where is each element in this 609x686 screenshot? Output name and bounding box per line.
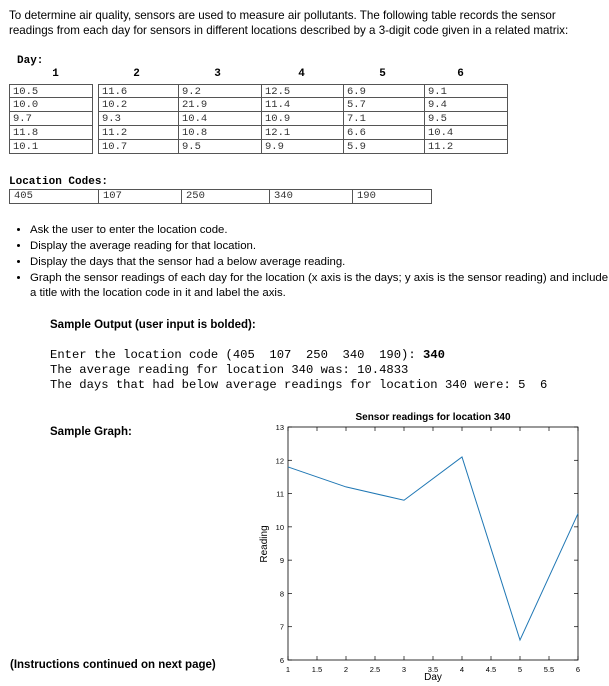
reading-cell: 10.8 [178, 126, 262, 140]
day-number: 1 [52, 68, 59, 80]
x-tick-label: 5.5 [543, 665, 555, 674]
intro-paragraph: To determine air quality, sensors are used to measure air pollutants. The following table records the sensor readings from each day for sensors in different locations described by a 3-digit code given in a related matrix: [9, 9, 569, 37]
sample-output-heading: Sample Output (user input is bolded): [50, 319, 256, 331]
y-tick-label: 9 [279, 556, 284, 566]
reading-cell: 11.6 [98, 84, 182, 98]
reading-cell: 10.4 [178, 112, 262, 126]
readings-column-day-5 [343, 84, 427, 154]
location-code: 340 [269, 190, 352, 203]
readings-column-day-6 [424, 84, 508, 154]
reading-cell: 5.9 [343, 140, 427, 154]
reading-cell: 12.1 [261, 126, 345, 140]
reading-cell: 5.7 [343, 98, 427, 112]
readings-column-day-4 [261, 84, 345, 154]
reading-cell: 10.0 [9, 98, 93, 112]
x-tick-label: 6 [575, 665, 581, 674]
reading-cell: 9.3 [98, 112, 182, 126]
task-list [10, 223, 609, 302]
reading-cell: 12.5 [261, 84, 345, 98]
reading-cell: 7.1 [343, 112, 427, 126]
reading-cell: 9.5 [178, 140, 262, 154]
task-item: • Ask the user to enter the location code. [30, 223, 609, 238]
x-tick-label: 1 [285, 665, 291, 674]
reading-cell: 9.1 [424, 84, 508, 98]
chart-plot-frame [288, 427, 578, 660]
location-code: 250 [181, 190, 269, 203]
y-tick-label: 12 [275, 456, 284, 466]
chart-title: Sensor readings for location 340 [355, 412, 511, 423]
day-number: 3 [214, 68, 221, 80]
x-tick-label: 4.5 [485, 665, 497, 674]
reading-cell: 10.5 [9, 84, 93, 98]
reading-cell: 10.2 [98, 98, 182, 112]
reading-cell: 11.4 [261, 98, 345, 112]
x-tick-label: 5 [517, 665, 523, 674]
sample-console [50, 348, 547, 393]
readings-column-day-1 [9, 84, 93, 154]
day-number: 6 [457, 68, 464, 80]
day-number: 2 [133, 68, 140, 80]
y-tick-label: 11 [276, 489, 284, 499]
console-average-line: The average reading for location 340 was: 10.4833 [50, 363, 409, 377]
location-codes-row [9, 189, 432, 204]
console-prompt: Enter the location code (405 107 250 340 190): [50, 348, 423, 362]
day-label: Day: [17, 55, 44, 67]
y-tick-label: 8 [279, 589, 284, 599]
y-tick-label: 10 [275, 522, 284, 532]
console-user-input: 340 [423, 348, 445, 362]
sample-graph-heading: Sample Graph: [50, 426, 132, 438]
readings-column-day-2 [98, 84, 182, 154]
y-tick-label: 7 [279, 622, 284, 632]
reading-cell: 9.2 [178, 84, 262, 98]
x-tick-label: 4 [459, 665, 465, 674]
reading-cell: 10.9 [261, 112, 345, 126]
y-tick-label: 13 [275, 423, 284, 432]
reading-cell: 6.6 [343, 126, 427, 140]
reading-cell: 9.4 [424, 98, 508, 112]
x-tick-label: 3 [401, 665, 407, 674]
reading-cell: 9.7 [9, 112, 93, 126]
reading-cell: 21.9 [178, 98, 262, 112]
task-item: • Display the average reading for that location. [30, 239, 609, 254]
y-axis-label: Reading [259, 525, 270, 563]
day-number: 5 [379, 68, 386, 80]
console-days-line: The days that had below average readings for location 340 were: 5 6 [50, 378, 548, 392]
x-tick-label: 2 [343, 665, 349, 674]
y-tick-label: 6 [279, 656, 284, 665]
reading-cell: 11.2 [98, 126, 182, 140]
reading-cell: 11.2 [424, 140, 508, 154]
console-prompt-line [50, 348, 547, 363]
location-code: 190 [352, 190, 431, 203]
task-item: • Graph the sensor readings of each day for the location (x axis is the days; y axis is the sensor reading) and include a title with the location code in it and label the axis. [30, 271, 609, 301]
reading-cell: 6.9 [343, 84, 427, 98]
location-codes-label: Location Codes: [9, 176, 109, 188]
continued-note: (Instructions continued on next page) [10, 659, 216, 671]
location-code: 405 [14, 190, 33, 202]
x-tick-label: 1.5 [311, 665, 323, 674]
x-tick-label: 3.5 [427, 665, 439, 674]
readings-column-day-3 [178, 84, 262, 154]
x-axis-label: Day [424, 672, 442, 683]
reading-cell: 9.5 [424, 112, 508, 126]
reading-cell: 10.4 [424, 126, 508, 140]
location-code: 107 [98, 190, 181, 203]
day-number: 4 [298, 68, 305, 80]
reading-cell: 10.1 [9, 140, 93, 154]
reading-cell: 11.8 [9, 126, 93, 140]
reading-cell: 10.7 [98, 140, 182, 154]
reading-cell: 9.9 [261, 140, 345, 154]
task-item: • Display the days that the sensor had a below average reading. [30, 255, 609, 270]
sensor-chart [250, 405, 600, 686]
x-tick-label: 2.5 [369, 665, 381, 674]
